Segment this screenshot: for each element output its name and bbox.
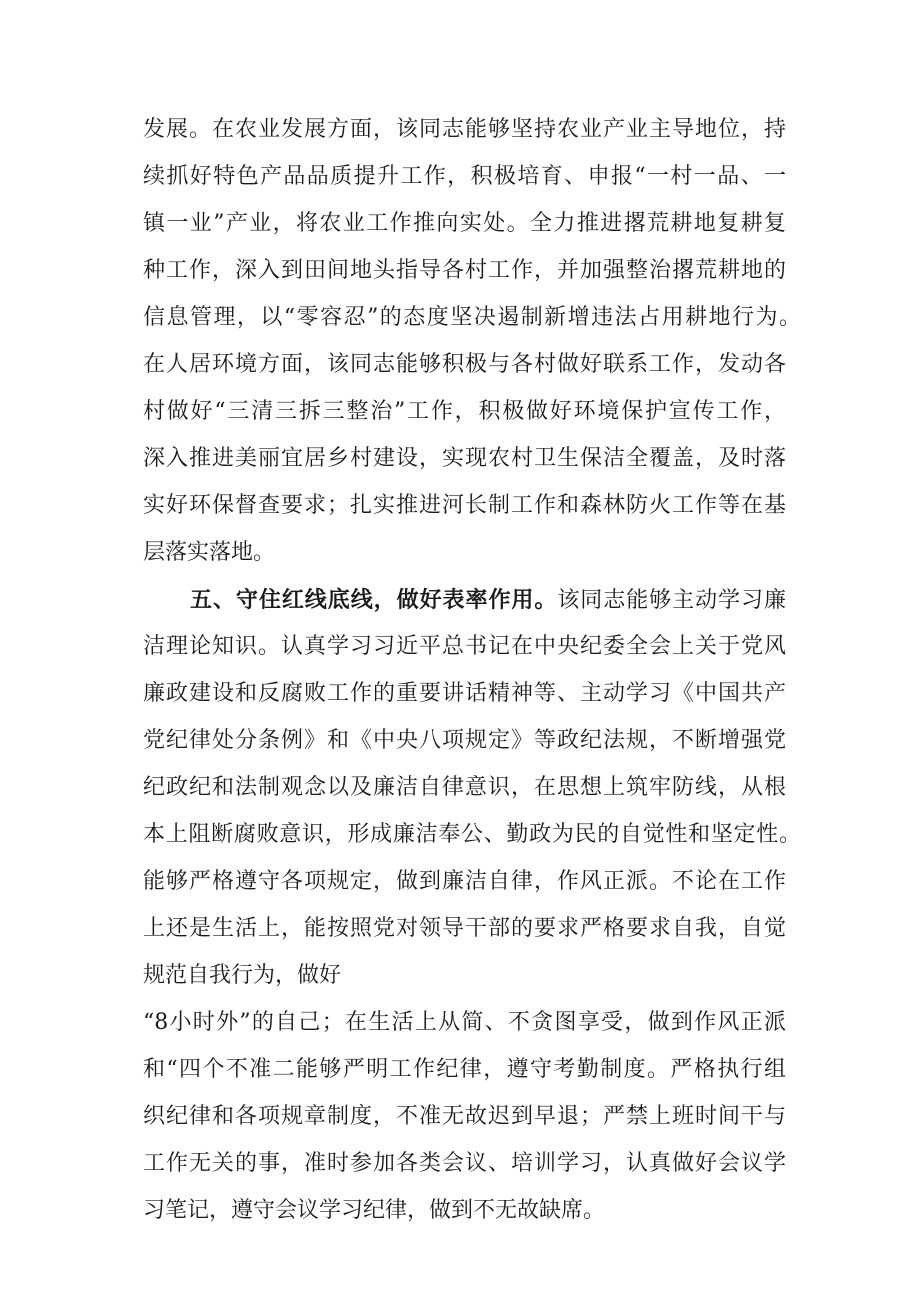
text-line: 种工作，深入到田间地头指导各村工作，并加强整治撂荒耕地的 [143, 258, 786, 283]
text-span: 该同志能够主动学习廉 [557, 588, 786, 613]
text-line: 廉政建设和反腐败工作的重要讲话精神等、主动学习《中国共产 [143, 681, 786, 706]
text-line: 镇一业”产业，将农业工作推向实处。全力推进撂荒耕地复耕复 [143, 211, 786, 236]
text-line: 发展。在农业发展方面，该同志能够坚持农业产业主导地位，持 [143, 117, 786, 142]
text-line: 续抓好特色产品品质提升工作，积极培育、申报“一村一品、一 [143, 164, 786, 189]
text-line: 工作无关的事，准时参加各类会议、培训学习，认真做好会议学 [143, 1151, 786, 1176]
text-line: 洁理论知识。认真学习习近平总书记在中央纪委全会上关于党风 [143, 634, 786, 659]
text-line: “8小时外”的自己；在生活上从简、不贪图享受，做到作风正派 [143, 1010, 786, 1035]
text-line: 和“四个不准二能够严明工作纪律，遵守考勤制度。严格执行组 [143, 1057, 786, 1082]
text-line: 织纪律和各项规章制度，不准无故迟到早退；严禁上班时间干与 [143, 1104, 786, 1129]
section-heading-line [190, 585, 786, 615]
text-line: 本上阻断腐败意识，形成廉洁奉公、勤政为民的自觉性和坚定性。 [143, 822, 801, 847]
text-line: 实好环保督查要求；扎实推进河长制工作和森林防火工作等在基 [143, 493, 786, 518]
text-line: 层落实落地。 [143, 540, 276, 565]
text-line: 在人居环境方面，该同志能够积极与各村做好联系工作，发动各 [143, 352, 786, 377]
text-line: 党纪律处分条例》和《中央八项规定》等政纪法规，不断增强党 [143, 728, 786, 753]
text-line: 规范自我行为，做好 [143, 963, 342, 988]
text-line: 习笔记，遵守会议学习纪律，做到不无故缺席。 [143, 1198, 606, 1223]
text-line: 信息管理，以“零容忍”的态度坚决遏制新增违法占用耕地行为。 [143, 305, 801, 330]
text-line: 上还是生活上，能按照党对领导干部的要求严格要求自我，自觉 [143, 916, 786, 941]
section-heading: 五、守住红线底线，做好表率作用。 [190, 587, 558, 613]
text-line: 深入推进美丽宜居乡村建设，实现农村卫生保洁全覆盖，及时落 [143, 446, 786, 471]
text-line: 村做好“三清三拆三整治”工作，积极做好环境保护宣传工作， [143, 399, 786, 424]
text-line: 能够严格遵守各项规定，做到廉洁自律，作风正派。不论在工作 [143, 869, 786, 894]
text-line: 纪政纪和法制观念以及廉洁自律意识，在思想上筑牢防线，从根 [143, 775, 786, 800]
